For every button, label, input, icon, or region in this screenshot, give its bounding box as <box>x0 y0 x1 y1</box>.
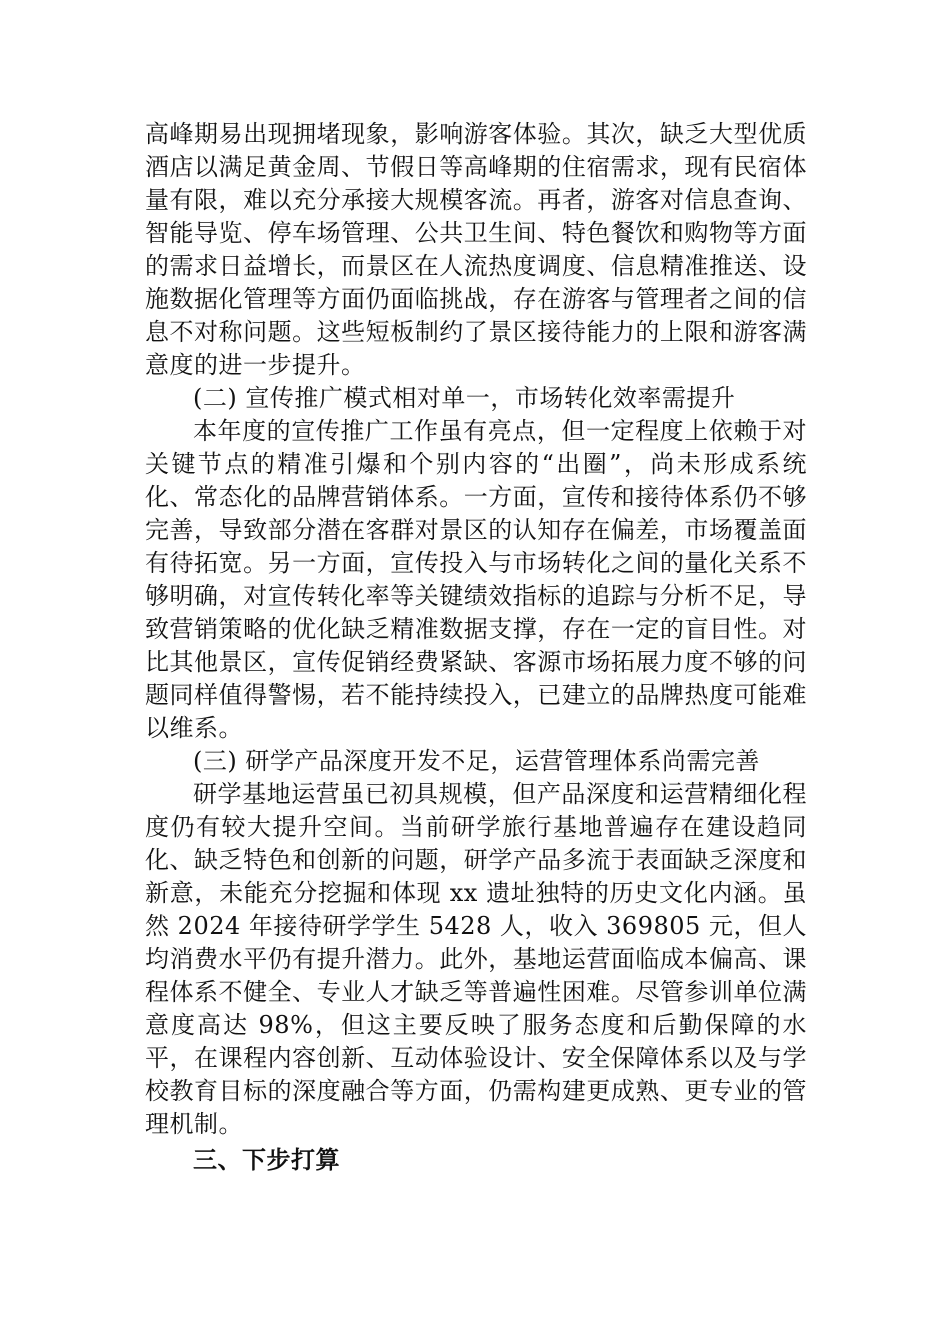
subheading-publicity: (二) 宣传推广模式相对单一，市场转化效率需提升 <box>193 384 736 412</box>
section-heading-next-steps: 三、下步打算 <box>193 1145 340 1174</box>
subheading-study-tour: (三) 研学产品深度开发不足，运营管理体系尚需完善 <box>193 747 760 775</box>
document-page <box>145 118 807 1176</box>
body-paragraph-study-tour: 研学基地运营虽已初具规模，但产品深度和运营精细化程度仍有较大提升空间。当前研学旅行基地普遍存在建设趋同化、缺乏特色和创新的问题，研学产品多流于表面缺乏深度和新意，未能充分挖掘和体现 xx 遗址独特的历史文化内涵。虽然 2024 年接待研学学生 5428 人，收入 369805 元，但人均消费水平仍有提升潜力。此外，基地运营面临成本偏高、课程体系不健全、专业人才缺乏等普遍性困难。尽管参训单位满意度高达 98%，但这主要反映了服务态度和后勤保障的水平，在课程内容创新、互动体验设计、安全保障体系以及与学校教育目标的深度融合等方面，仍需构建更成熟、更专业的管理机制。 <box>145 780 807 1138</box>
body-paragraph-continued: 高峰期易出现拥堵现象，影响游客体验。其次，缺乏大型优质酒店以满足黄金周、节假日等高峰期的住宿需求，现有民宿体量有限，难以充分承接大规模客流。再者，游客对信息查询、智能导览、停车场管理、公共卫生间、特色餐饮和购物等方面的需求日益增长，而景区在人流热度调度、信息精准推送、设施数据化管理等方面仍面临挑战，存在游客与管理者之间的信息不对称问题。这些短板制约了景区接待能力的上限和游客满意度的进一步提升。 <box>145 120 807 379</box>
body-paragraph-publicity: 本年度的宣传推广工作虽有亮点，但一定程度上依赖于对关键节点的精准引爆和个别内容的“出圈”，尚未形成系统化、常态化的品牌营销体系。一方面，宣传和接待体系仍不够完善，导致部分潜在客群对景区的认知存在偏差，市场覆盖面有待拓宽。另一方面，宣传投入与市场转化之间的量化关系不够明确，对宣传转化率等关键绩效指标的追踪与分析不足，导致营销策略的优化缺乏精准数据支撑，存在一定的盲目性。对比其他景区，宣传促销经费紧缺、客源市场拓展力度不够的问题同样值得警惕，若不能持续投入，已建立的品牌热度可能难以维系。 <box>145 417 807 742</box>
